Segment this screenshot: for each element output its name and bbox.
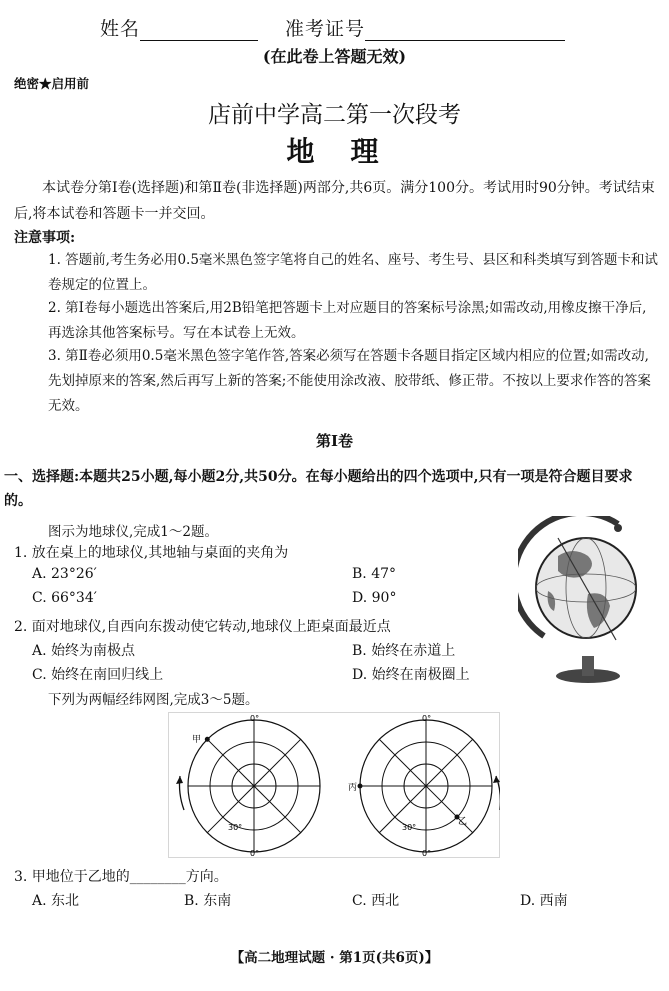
point-jia [205,737,210,742]
rotation-arrow-icon [176,776,183,784]
exam-no-field [285,14,565,41]
q3-stem: 3. 甲地位于乙地的________方向。 [14,869,228,885]
intro-text: 本试卷分第Ⅰ卷(选择题)和第Ⅱ卷(非选择题)两部分,共6页。满分100分。考试用时90分钟。考试结束后,将本试卷和答题卡一并交回。 [14,180,655,222]
q1-stem: 1. 放在桌上的地球仪,其地轴与桌面的夹角为 [14,545,289,561]
page-footer: 【高二地理试题 · 第1页(共6页)】 [230,950,439,966]
q2-option-d: D. 始终在南极圈上 [352,667,470,683]
exam-no-label: 准考证号 [285,18,366,40]
intro-q3: 下列为两幅经纬网图,完成3～5题。 [48,692,259,708]
invalid-note: (在此卷上答题无效) [262,47,407,66]
secret-label: 绝密★启用前 [14,76,90,91]
globe-illustration [518,516,658,686]
notes-title: 注意事项: [14,230,76,246]
polar-grid-right [358,720,501,852]
right-lat-label: 30° [402,823,417,832]
q3-option-b: B. 东南 [184,893,232,909]
right-zero-label: 0° [422,714,432,723]
q2-stem: 2. 面对地球仪,自西向东拨动使它转动,地球仪上距桌面最近点 [14,619,391,635]
yi-label: 乙 [458,817,468,827]
name-label: 姓名 [100,18,141,40]
exam-no-blank [365,22,565,41]
q1-option-a: A. 23°26′ [32,566,97,582]
jia-label: 甲 [192,735,202,745]
q2-option-b: B. 始终在赤道上 [352,643,456,659]
school-title: 店前中学高二第一次段考 [208,102,461,128]
q3-option-c: C. 西北 [352,893,400,909]
left-zero-label: 0° [250,714,260,723]
intro-q1: 图示为地球仪,完成1～2题。 [48,524,218,540]
note-item-2: 2. 第Ⅰ卷每小题选出答案后,用2B铅笔把答题卡上对应题目的答案标号涂黑;如需改动,用橡皮擦干净后,再选涂其他答案标号。写在本试卷上无效。 [48,300,647,341]
subject-title: 地 理 [286,135,383,168]
note-item-1: 1. 答题前,考生务必用0.5毫米黑色签字笔将自己的姓名、座号、考生号、县区和科类填写到答题卡和试卷规定的位置上。 [48,252,658,293]
rotation-arrow-right-icon [493,776,500,783]
q2-option-a: A. 始终为南极点 [32,643,136,659]
name-field [100,14,258,41]
q3-option-a: A. 东北 [32,893,80,909]
bing-label: 丙 [348,783,358,793]
section-head: 一、选择题:本题共25小题,每小题2分,共50分。在每小题给出的四个选项中,只有一项是符合题目要求的。 [4,469,633,509]
q1-option-b: B. 47° [352,566,397,582]
part1-title: 第Ⅰ卷 [315,432,354,450]
left-bottom-zero-label: 0° [250,849,260,858]
polar-grid-diagrams [168,712,500,858]
note-item-3: 3. 第Ⅱ卷必须用0.5毫米黑色签字笔作答,答案必须写在答题卡各题目指定区域内相应的位置;如需改动,先划掉原来的答案,然后再写上新的答案;不能使用涂改液、胶带纸、修正带。不按以上要求作答的答案无效。 [48,348,651,414]
q3-option-d: D. 西南 [520,893,568,909]
point-bing [358,784,363,789]
left-lat-label: 30° [228,823,243,832]
q1-option-c: C. 66°34′ [32,590,97,606]
name-blank [140,22,258,41]
right-bottom-zero-label: 0° [422,849,432,858]
q1-option-d: D. 90° [352,590,397,606]
q2-option-c: C. 始终在南回归线上 [32,667,164,683]
